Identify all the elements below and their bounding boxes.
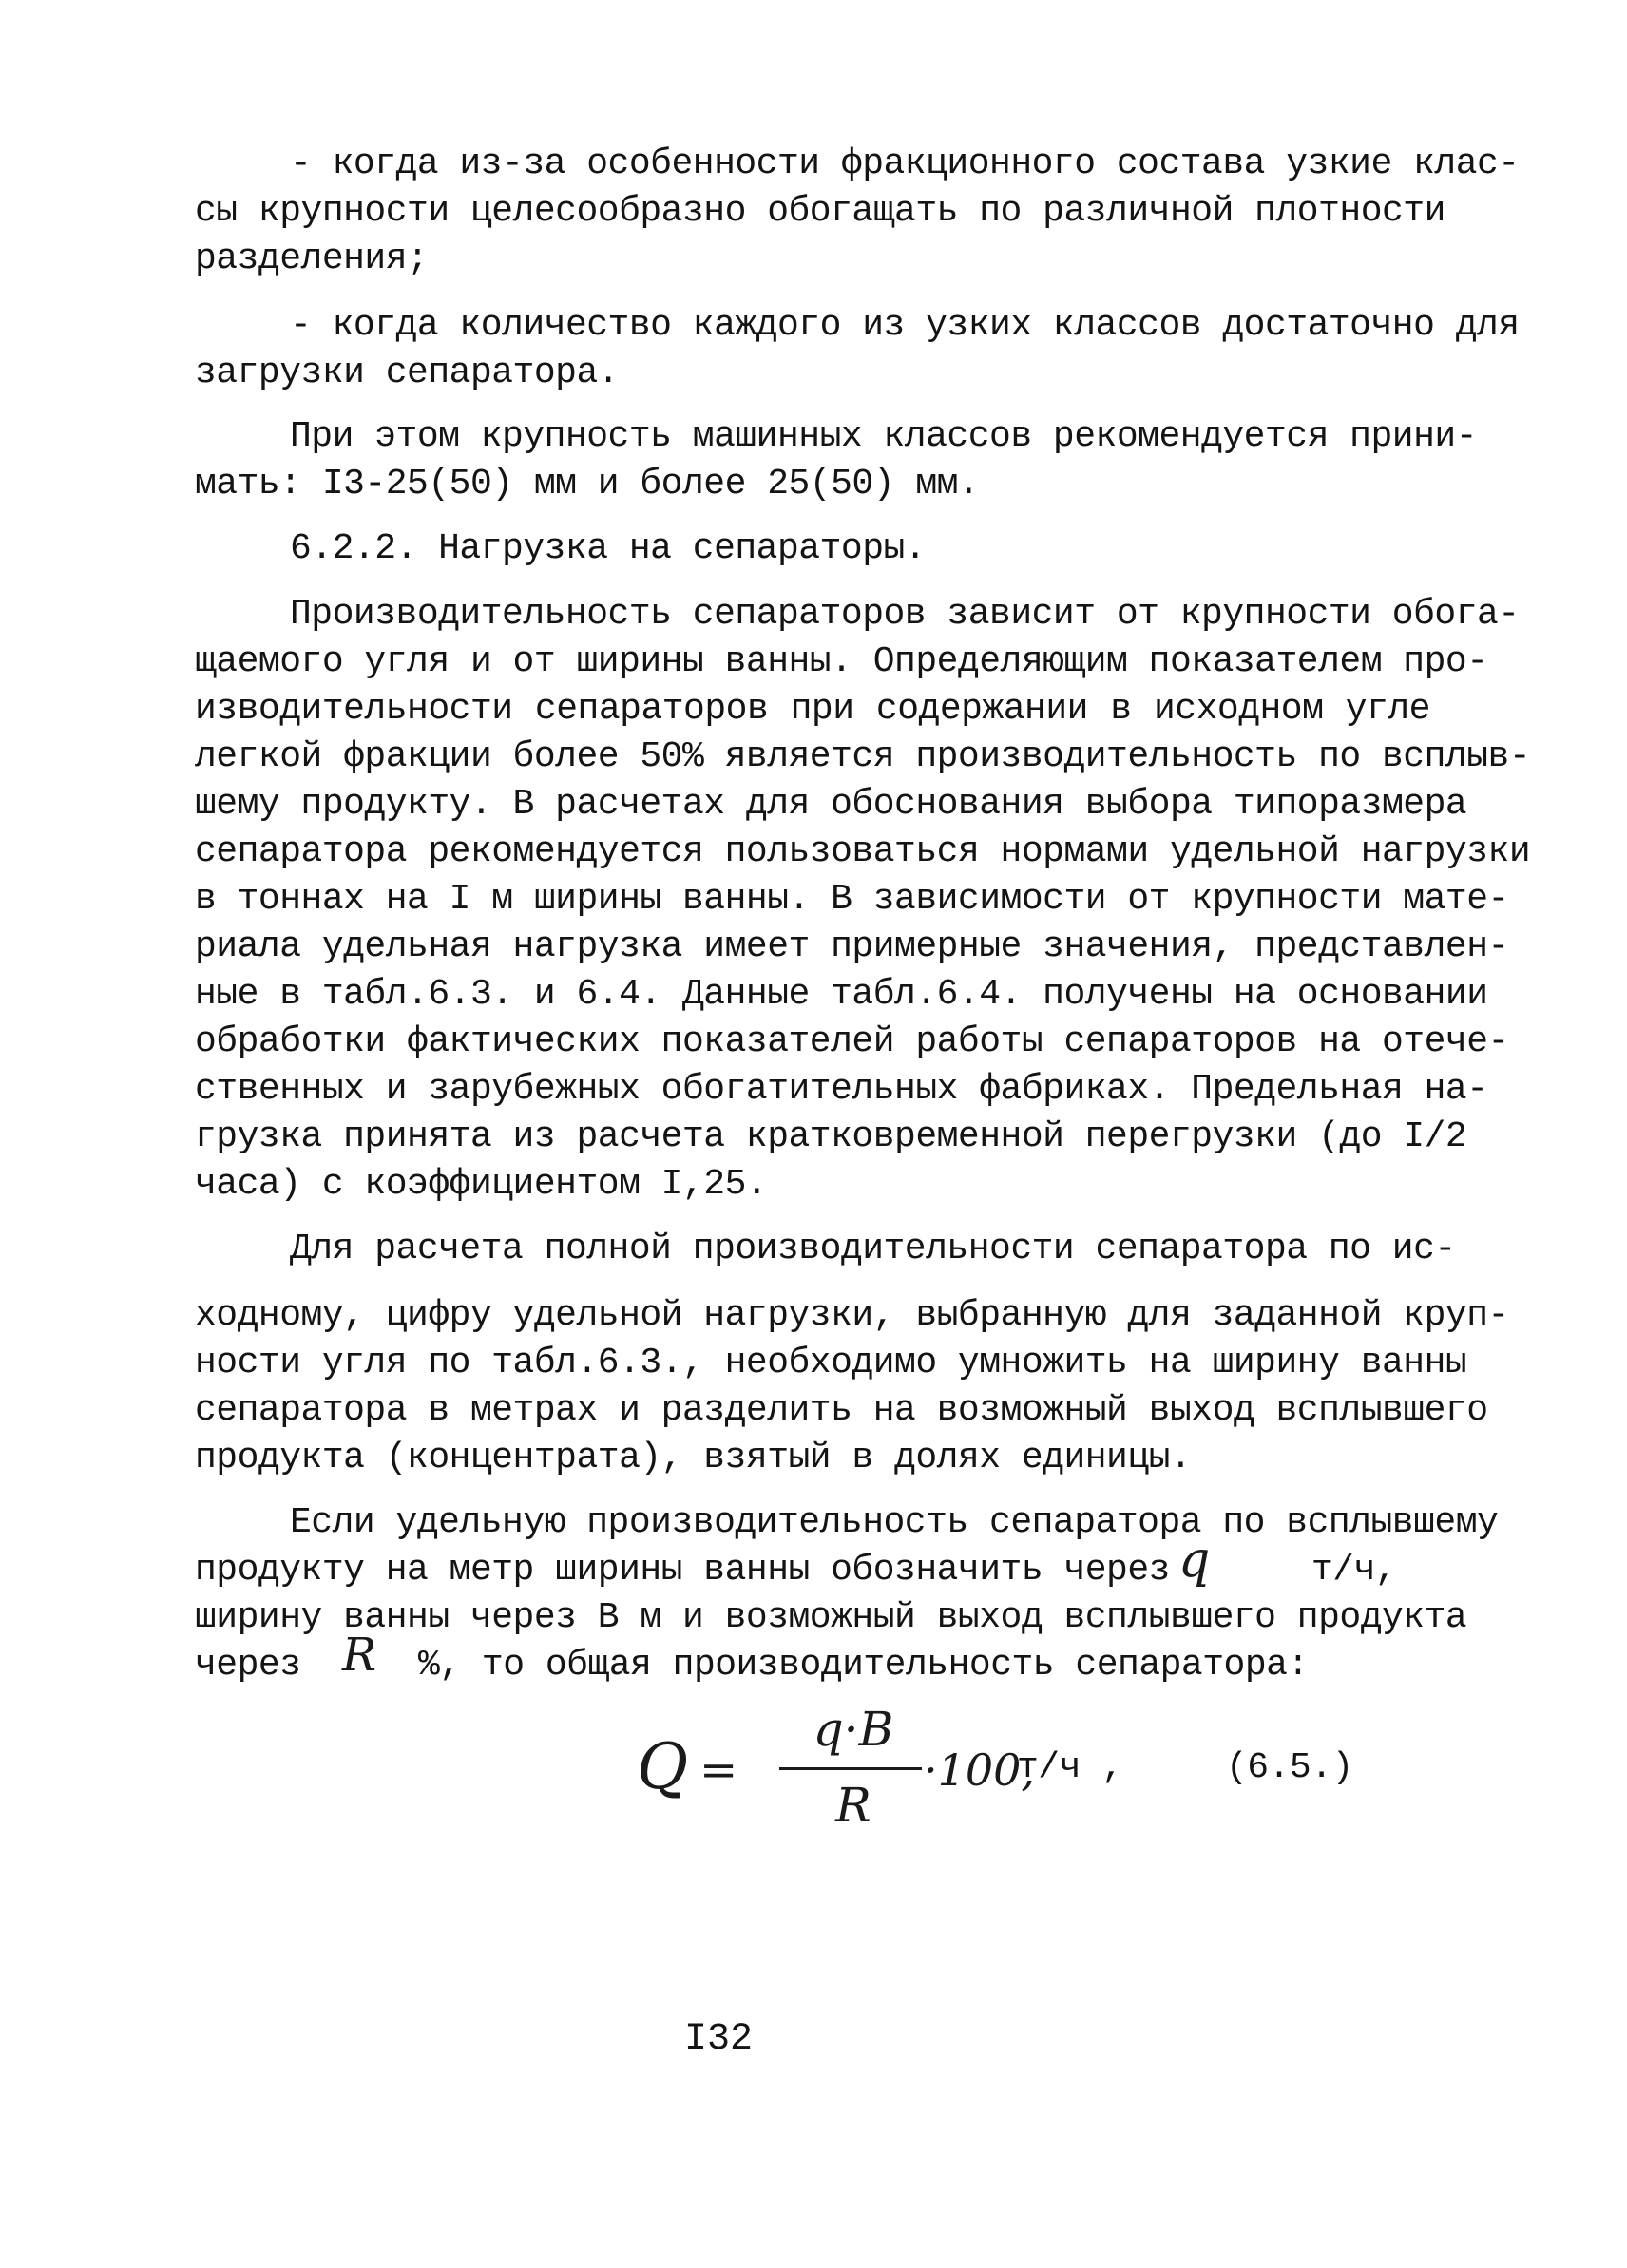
text-line: шему продукту. В расчетах для обоснования выбора типоразмера xyxy=(195,784,1467,825)
formula-6-5 xyxy=(637,1701,1416,1853)
text-line: загрузки сепаратора. xyxy=(195,353,620,393)
formula-denominator: R xyxy=(835,1778,871,1833)
formula-multiplier: ·100, xyxy=(924,1744,1036,1796)
text-line: Для расчета полной производительности сепаратора по ис- xyxy=(290,1229,1456,1269)
text-line: ности угля по табл.6.3., необходимо умножить на ширину ванны xyxy=(195,1343,1467,1383)
text-line: ные в табл.6.3. и 6.4. Данные табл.6.4. получены на основании xyxy=(195,974,1488,1015)
text-line: сепаратора рекомендуется пользоваться нормами удельной нагрузки xyxy=(195,831,1531,872)
text-line: Если удельную производительность сепаратора по всплывшему xyxy=(290,1502,1499,1543)
variable-r: R xyxy=(342,1629,377,1682)
text-line: риала удельная нагрузка имеет примерные значения, представлен- xyxy=(195,926,1509,967)
text-line: продукту на метр ширины ванны обозначить через xyxy=(195,1550,1170,1591)
text-line: разделения; xyxy=(195,238,429,279)
formula-unit: т/ч , xyxy=(1017,1747,1123,1788)
text-line: - когда количество каждого из узких классов достаточно для xyxy=(290,305,1520,346)
fraction-bar xyxy=(779,1767,922,1770)
text-line: ходному, цифру удельной нагрузки, выбранную для заданной круп- xyxy=(195,1295,1509,1336)
section-heading: 6.2.2. Нагрузка на сепараторы. xyxy=(290,528,927,569)
page-number: I32 xyxy=(684,2018,754,2061)
formula-lhs: Q xyxy=(637,1730,689,1803)
text-line: легкой фракции более 50% является производительность по всплыв- xyxy=(195,736,1531,777)
formula-equals: = xyxy=(699,1744,738,1797)
text-line: сы крупности целесообразно обогащать по различной плотности xyxy=(195,191,1445,232)
text-line: через xyxy=(195,1645,301,1686)
text-line: %, то общая производительность сепаратора: xyxy=(418,1645,1309,1686)
text-line: При этом крупность машинных классов рекомендуется прини- xyxy=(290,416,1478,457)
text-line: - когда из-за особенности фракционного состава узкие клас- xyxy=(290,143,1520,184)
text-line: изводительности сепараторов при содержании в исходном угле xyxy=(195,689,1430,730)
variable-q: q xyxy=(1178,1532,1211,1589)
text-line: в тоннах на I м ширины ванны. В зависимости от крупности мате- xyxy=(195,879,1509,920)
text-line: ственных и зарубежных обогатительных фабриках. Предельная на- xyxy=(195,1069,1488,1110)
text-line: обработки фактических показателей работы сепараторов на отече- xyxy=(195,1021,1509,1062)
text-line: продукта (концентрата), взятый в долях единицы. xyxy=(195,1438,1192,1478)
text-line: сепаратора в метрах и разделить на возможный выход всплывшего xyxy=(195,1390,1488,1431)
text-line: часа) с коэффициентом I,25. xyxy=(195,1164,768,1205)
text-line: ширину ванны через В м и возможный выход всплывшего продукта xyxy=(195,1597,1467,1638)
text-line: Производительность сепараторов зависит от крупности обога- xyxy=(290,594,1520,635)
text-line: щаемого угля и от ширины ванны. Определяющим показателем про- xyxy=(195,641,1488,682)
formula-numerator: q·B xyxy=(813,1702,894,1757)
formula-number: (6.5.) xyxy=(1226,1747,1353,1788)
unit-text: т/ч, xyxy=(1311,1550,1397,1591)
text-line: мать: I3-25(50) мм и более 25(50) мм. xyxy=(195,464,980,505)
text-line: грузка принята из расчета кратковременной перегрузки (до I/2 xyxy=(195,1116,1467,1157)
